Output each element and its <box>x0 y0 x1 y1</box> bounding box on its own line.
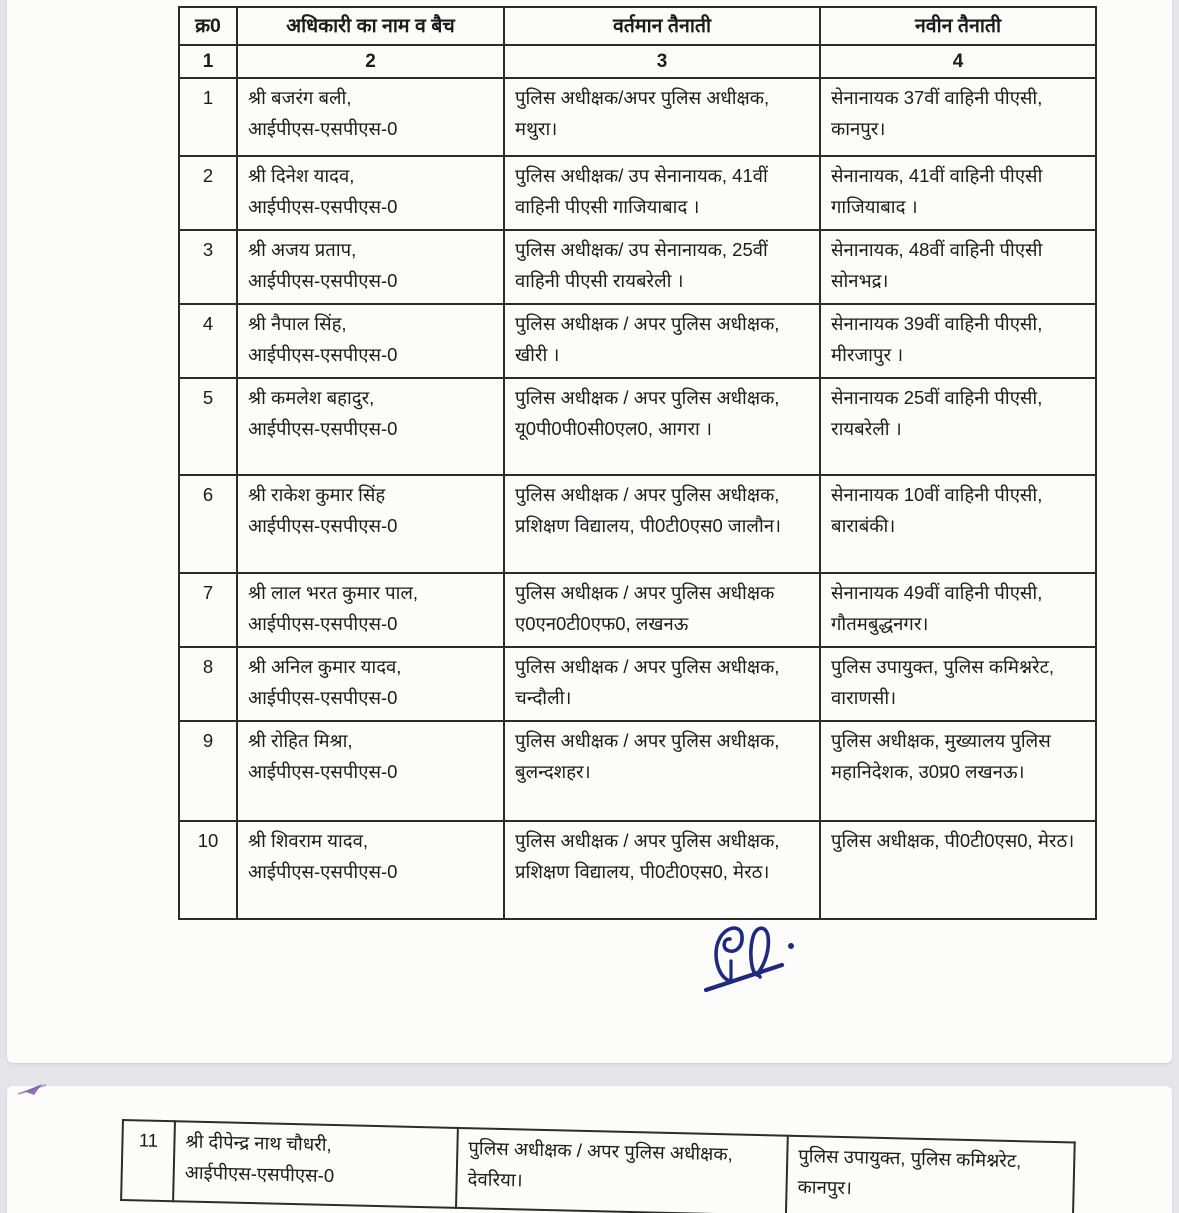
name-cell <box>237 475 504 573</box>
pen-mark-icon <box>16 1082 50 1100</box>
officer-batch: आईपीएस-एसपीएस-0 <box>248 515 398 536</box>
officer-batch: आईपीएस-एसपीएस-0 <box>248 761 398 782</box>
officer-name: श्री अजय प्रताप, <box>248 239 357 260</box>
table-row <box>179 721 1096 821</box>
column-number-row <box>179 45 1096 78</box>
current-posting-cell: पुलिस अधीक्षक / अपर पुलिस अधीक्षक, बुलन्दशहर। <box>504 721 820 821</box>
serial-cell: 10 <box>179 821 237 919</box>
current-posting-cell: पुलिस अधीक्षक/ उप सेनानायक, 41वीं वाहिनी पीएसी गाजियाबाद । <box>504 156 820 230</box>
table-row <box>179 647 1096 721</box>
officer-batch: आईपीएस-एसपीएस-0 <box>248 270 398 291</box>
new-posting-cell: सेनानायक 25वीं वाहिनी पीएसी, रायबरेली । <box>820 378 1096 475</box>
officer-name: श्री बजरंग बली, <box>248 87 352 108</box>
signature-scribble-icon <box>696 904 806 999</box>
new-posting-cell: पुलिस उपायुक्त, पुलिस कमिश्नरेट, कानपुर। <box>786 1136 1075 1213</box>
name-cell <box>237 156 504 230</box>
current-posting-cell: पुलिस अधीक्षक / अपर पुलिस अधीक्षक, प्रशिक्षण विद्यालय, पी0टी0एस0 जालौन। <box>504 475 820 573</box>
header-officer-name: अधिकारी का नाम व बैच <box>237 7 504 45</box>
new-posting-cell: सेनानायक 37वीं वाहिनी पीएसी, कानपुर। <box>820 78 1096 156</box>
colnum-1: 1 <box>179 45 237 78</box>
table-row <box>179 230 1096 304</box>
name-cell <box>237 304 504 378</box>
new-posting-cell: पुलिस उपायुक्त, पुलिस कमिश्नरेट, वाराणसी। <box>820 647 1096 721</box>
current-posting-cell: पुलिस अधीक्षक/ उप सेनानायक, 25वीं वाहिनी पीएसी रायबरेली । <box>504 230 820 304</box>
name-cell <box>237 573 504 647</box>
officer-name: श्री लाल भरत कुमार पाल, <box>248 582 419 603</box>
current-posting-cell: पुलिस अधीक्षक / अपर पुलिस अधीक्षक, खीरी । <box>504 304 820 378</box>
officer-name: श्री अनिल कुमार यादव, <box>248 656 402 677</box>
current-posting-cell: पुलिस अधीक्षक / अपर पुलिस अधीक्षक, प्रशिक्षण विद्यालय, पी0टी0एस0, मेरठ। <box>504 821 820 919</box>
header-new-posting: नवीन तैनाती <box>820 7 1096 45</box>
current-posting-cell: पुलिस अधीक्षक/अपर पुलिस अधीक्षक, मथुरा। <box>504 78 820 156</box>
colnum-3: 3 <box>504 45 820 78</box>
officer-batch: आईपीएस-एसपीएस-0 <box>248 344 398 365</box>
serial-cell: 11 <box>121 1120 175 1201</box>
new-posting-cell: पुलिस अधीक्षक, पी0टी0एस0, मेरठ। <box>820 821 1096 919</box>
table-header-row <box>179 7 1096 45</box>
name-cell <box>173 1121 458 1208</box>
new-posting-cell: सेनानायक, 41वीं वाहिनी पीएसी गाजियाबाद । <box>820 156 1096 230</box>
table-row <box>179 78 1096 156</box>
name-cell <box>237 647 504 721</box>
officer-name: श्री शिवराम यादव, <box>248 830 369 851</box>
new-posting-cell: सेनानायक 39वीं वाहिनी पीएसी, मीरजापुर । <box>820 304 1096 378</box>
officer-batch: आईपीएस-एसपीएस-0 <box>248 118 398 139</box>
table-row <box>179 378 1096 475</box>
colnum-4: 4 <box>820 45 1096 78</box>
new-posting-cell: सेनानायक 49वीं वाहिनी पीएसी, गौतमबुद्धनगर। <box>820 573 1096 647</box>
officer-name: श्री नैपाल सिंह, <box>248 313 347 334</box>
transfer-table <box>178 6 1097 920</box>
current-posting-cell: पुलिस अधीक्षक / अपर पुलिस अधीक्षक, चन्दौली। <box>504 647 820 721</box>
officer-name: श्री दीपेन्द्र नाथ चौधरी, <box>185 1130 332 1155</box>
table-row <box>179 475 1096 573</box>
officer-name: श्री राकेश कुमार सिंह <box>248 484 386 505</box>
serial-cell: 1 <box>179 78 237 156</box>
table-row <box>179 156 1096 230</box>
name-cell <box>237 721 504 821</box>
table-row <box>179 304 1096 378</box>
serial-cell: 7 <box>179 573 237 647</box>
new-posting-cell: पुलिस अधीक्षक, मुख्यालय पुलिस महानिदेशक, उ0प्र0 लखनऊ। <box>820 721 1096 821</box>
officer-batch: आईपीएस-एसपीएस-0 <box>248 861 398 882</box>
officer-batch: आईपीएस-एसपीएस-0 <box>248 196 398 217</box>
new-posting-cell: सेनानायक 10वीं वाहिनी पीएसी, बाराबंकी। <box>820 475 1096 573</box>
serial-cell: 8 <box>179 647 237 721</box>
serial-cell: 5 <box>179 378 237 475</box>
table-row <box>179 821 1096 919</box>
current-posting-cell: पुलिस अधीक्षक / अपर पुलिस अधीक्षक, यू0पी0पी0सी0एल0, आगरा । <box>504 378 820 475</box>
name-cell <box>237 821 504 919</box>
officer-name: श्री कमलेश बहादुर, <box>248 387 375 408</box>
name-cell <box>237 78 504 156</box>
header-serial: क्र0 <box>179 7 237 45</box>
officer-batch: आईपीएस-एसपीएस-0 <box>248 687 398 708</box>
new-posting-cell: सेनानायक, 48वीं वाहिनी पीएसी सोनभद्र। <box>820 230 1096 304</box>
officer-batch: आईपीएस-एसपीएस-0 <box>184 1161 335 1187</box>
name-cell <box>237 230 504 304</box>
officer-name: श्री रोहित मिश्रा, <box>248 730 353 751</box>
serial-cell: 6 <box>179 475 237 573</box>
officer-batch: आईपीएस-एसपीएस-0 <box>248 613 398 634</box>
table-row <box>179 573 1096 647</box>
colnum-2: 2 <box>237 45 504 78</box>
header-current-posting: वर्तमान तैनाती <box>504 7 820 45</box>
serial-cell: 2 <box>179 156 237 230</box>
name-cell <box>237 378 504 475</box>
serial-cell: 3 <box>179 230 237 304</box>
serial-cell: 9 <box>179 721 237 821</box>
current-posting-cell: पुलिस अधीक्षक / अपर पुलिस अधीक्षक, देवरिया। <box>456 1128 788 1213</box>
serial-cell: 4 <box>179 304 237 378</box>
officer-name: श्री दिनेश यादव, <box>248 165 355 186</box>
officer-batch: आईपीएस-एसपीएस-0 <box>248 418 398 439</box>
current-posting-cell: पुलिस अधीक्षक / अपर पुलिस अधीक्षक ए0एन0टी0एफ0, लखनऊ <box>504 573 820 647</box>
